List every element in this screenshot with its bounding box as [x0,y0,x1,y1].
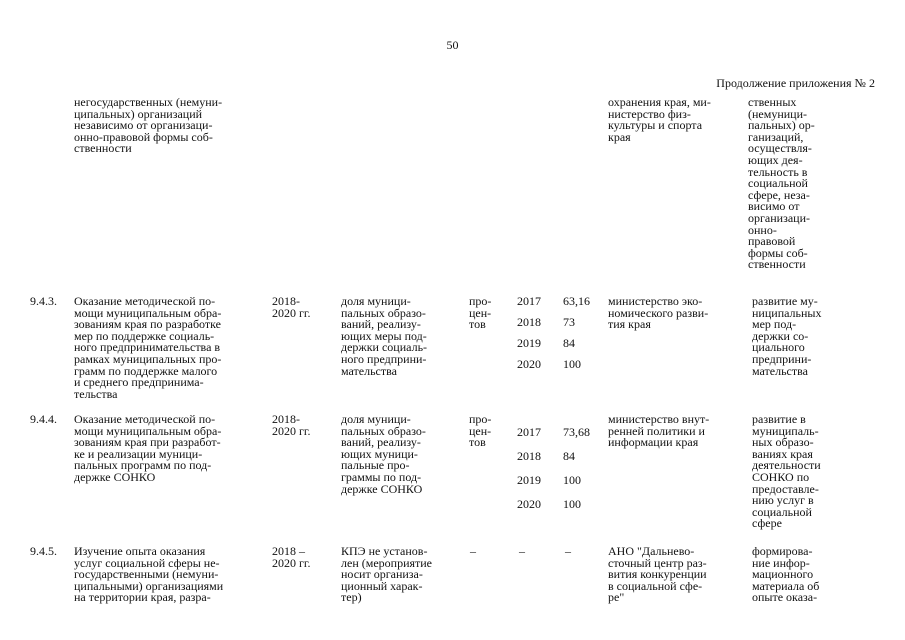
row-unit: про- цен- тов [469,294,492,332]
row-event: Оказание методической по- мощи муниципальным обра- зованиям края по разработке мер по поддержке социаль- ного предпринимательства в рамках муниципальных про- грамм по поддержке малого и среднего предпринима- тельства [74,294,222,401]
year-cell: 2020 [517,357,541,371]
row-years: – [519,544,525,558]
row-indicator: доля муници- пальных образо- ваний, реализу- ющих меры под- держки социаль- ного предприни- мательства [341,294,428,378]
year-cell: 2017 [517,425,541,439]
row-indicator: КПЭ не установ- лен (мероприятие носит организа- ционный харак- тер) [341,544,433,605]
row-indicator: доля муници- пальных образо- ваний, реализу- ющих муници- пальные про- граммы по под- держке СОНКО [341,412,426,496]
row-executor: министерство внут- ренней политики и информации края [608,412,710,450]
year-cell: 2019 [517,336,541,350]
row-period: 2018 – 2020 гг. [272,544,311,570]
value-cell: 84 [563,449,575,463]
value-cell: 84 [563,336,575,350]
row-number: 9.4.3. [30,294,57,308]
row-executor: министерство эко- номического разви- тия края [608,294,709,332]
row-unit: – [470,544,476,558]
value-cell: 100 [563,357,581,371]
year-cell: 2020 [517,497,541,511]
year-cell: 2018 [517,315,541,329]
row-number: 9.4.4. [30,412,57,426]
row-period: 2018- 2020 гг. [272,412,311,438]
value-cell: 100 [563,497,581,511]
row-unit: про- цен- тов [469,412,492,450]
row-result: развитие в муниципаль- ных образо- ваниях края деятельности СОНКО по предоставле- нию услуг в социальной сфере [752,412,821,531]
row-result: развитие му- ниципальных мер под- держки со- циального предприни- мательства [752,294,822,378]
row-number: 9.4.5. [30,544,57,558]
page-number: 50 [446,38,459,52]
row-executor: АНО "Дальнево- сточный центр раз- вития конкуренции в социальной сфе- ре" [608,544,707,605]
top-executor-text: охранения края, ми- нистерство физ- культуры и спорта края [608,95,711,144]
row-values [563,296,590,380]
year-cell: 2018 [517,449,541,463]
row-event: Изучение опыта оказания услуг социальной сферы не- государственными (немуни- ципальными) организациями на территории края, разра- [74,544,224,605]
row-event: Оказание методической по- мощи муниципальным обра- зованиям края при разработ- ке и реализации муници- пальных программ по под- держке СОНКО [74,412,222,484]
row-result: формирова- ние инфор- мационного материала об опыте оказа- [752,544,820,605]
row-values: – [565,544,571,558]
continuation-label: Продолжение приложения № 2 [716,76,875,90]
row-values [563,414,590,522]
year-cell: 2017 [517,294,541,308]
top-result-text: ственных (немуници- пальных) ор- ганизаций, осуществля- ющих дея- тельность в социальной сфере, неза- висимо от организаци- онно- правовой формы соб- ственности [748,95,815,272]
row-years [517,296,541,380]
value-cell: 100 [563,473,581,487]
row-years [517,414,541,522]
value-cell: 73 [563,315,575,329]
year-cell: 2019 [517,473,541,487]
value-cell: 63,16 [563,294,590,308]
top-event-text: негосударственных (немуни- ципальных) организаций независимо от организаци- онно-правовой формы соб- ственности [74,95,223,156]
row-period: 2018- 2020 гг. [272,294,311,320]
value-cell: 73,68 [563,425,590,439]
